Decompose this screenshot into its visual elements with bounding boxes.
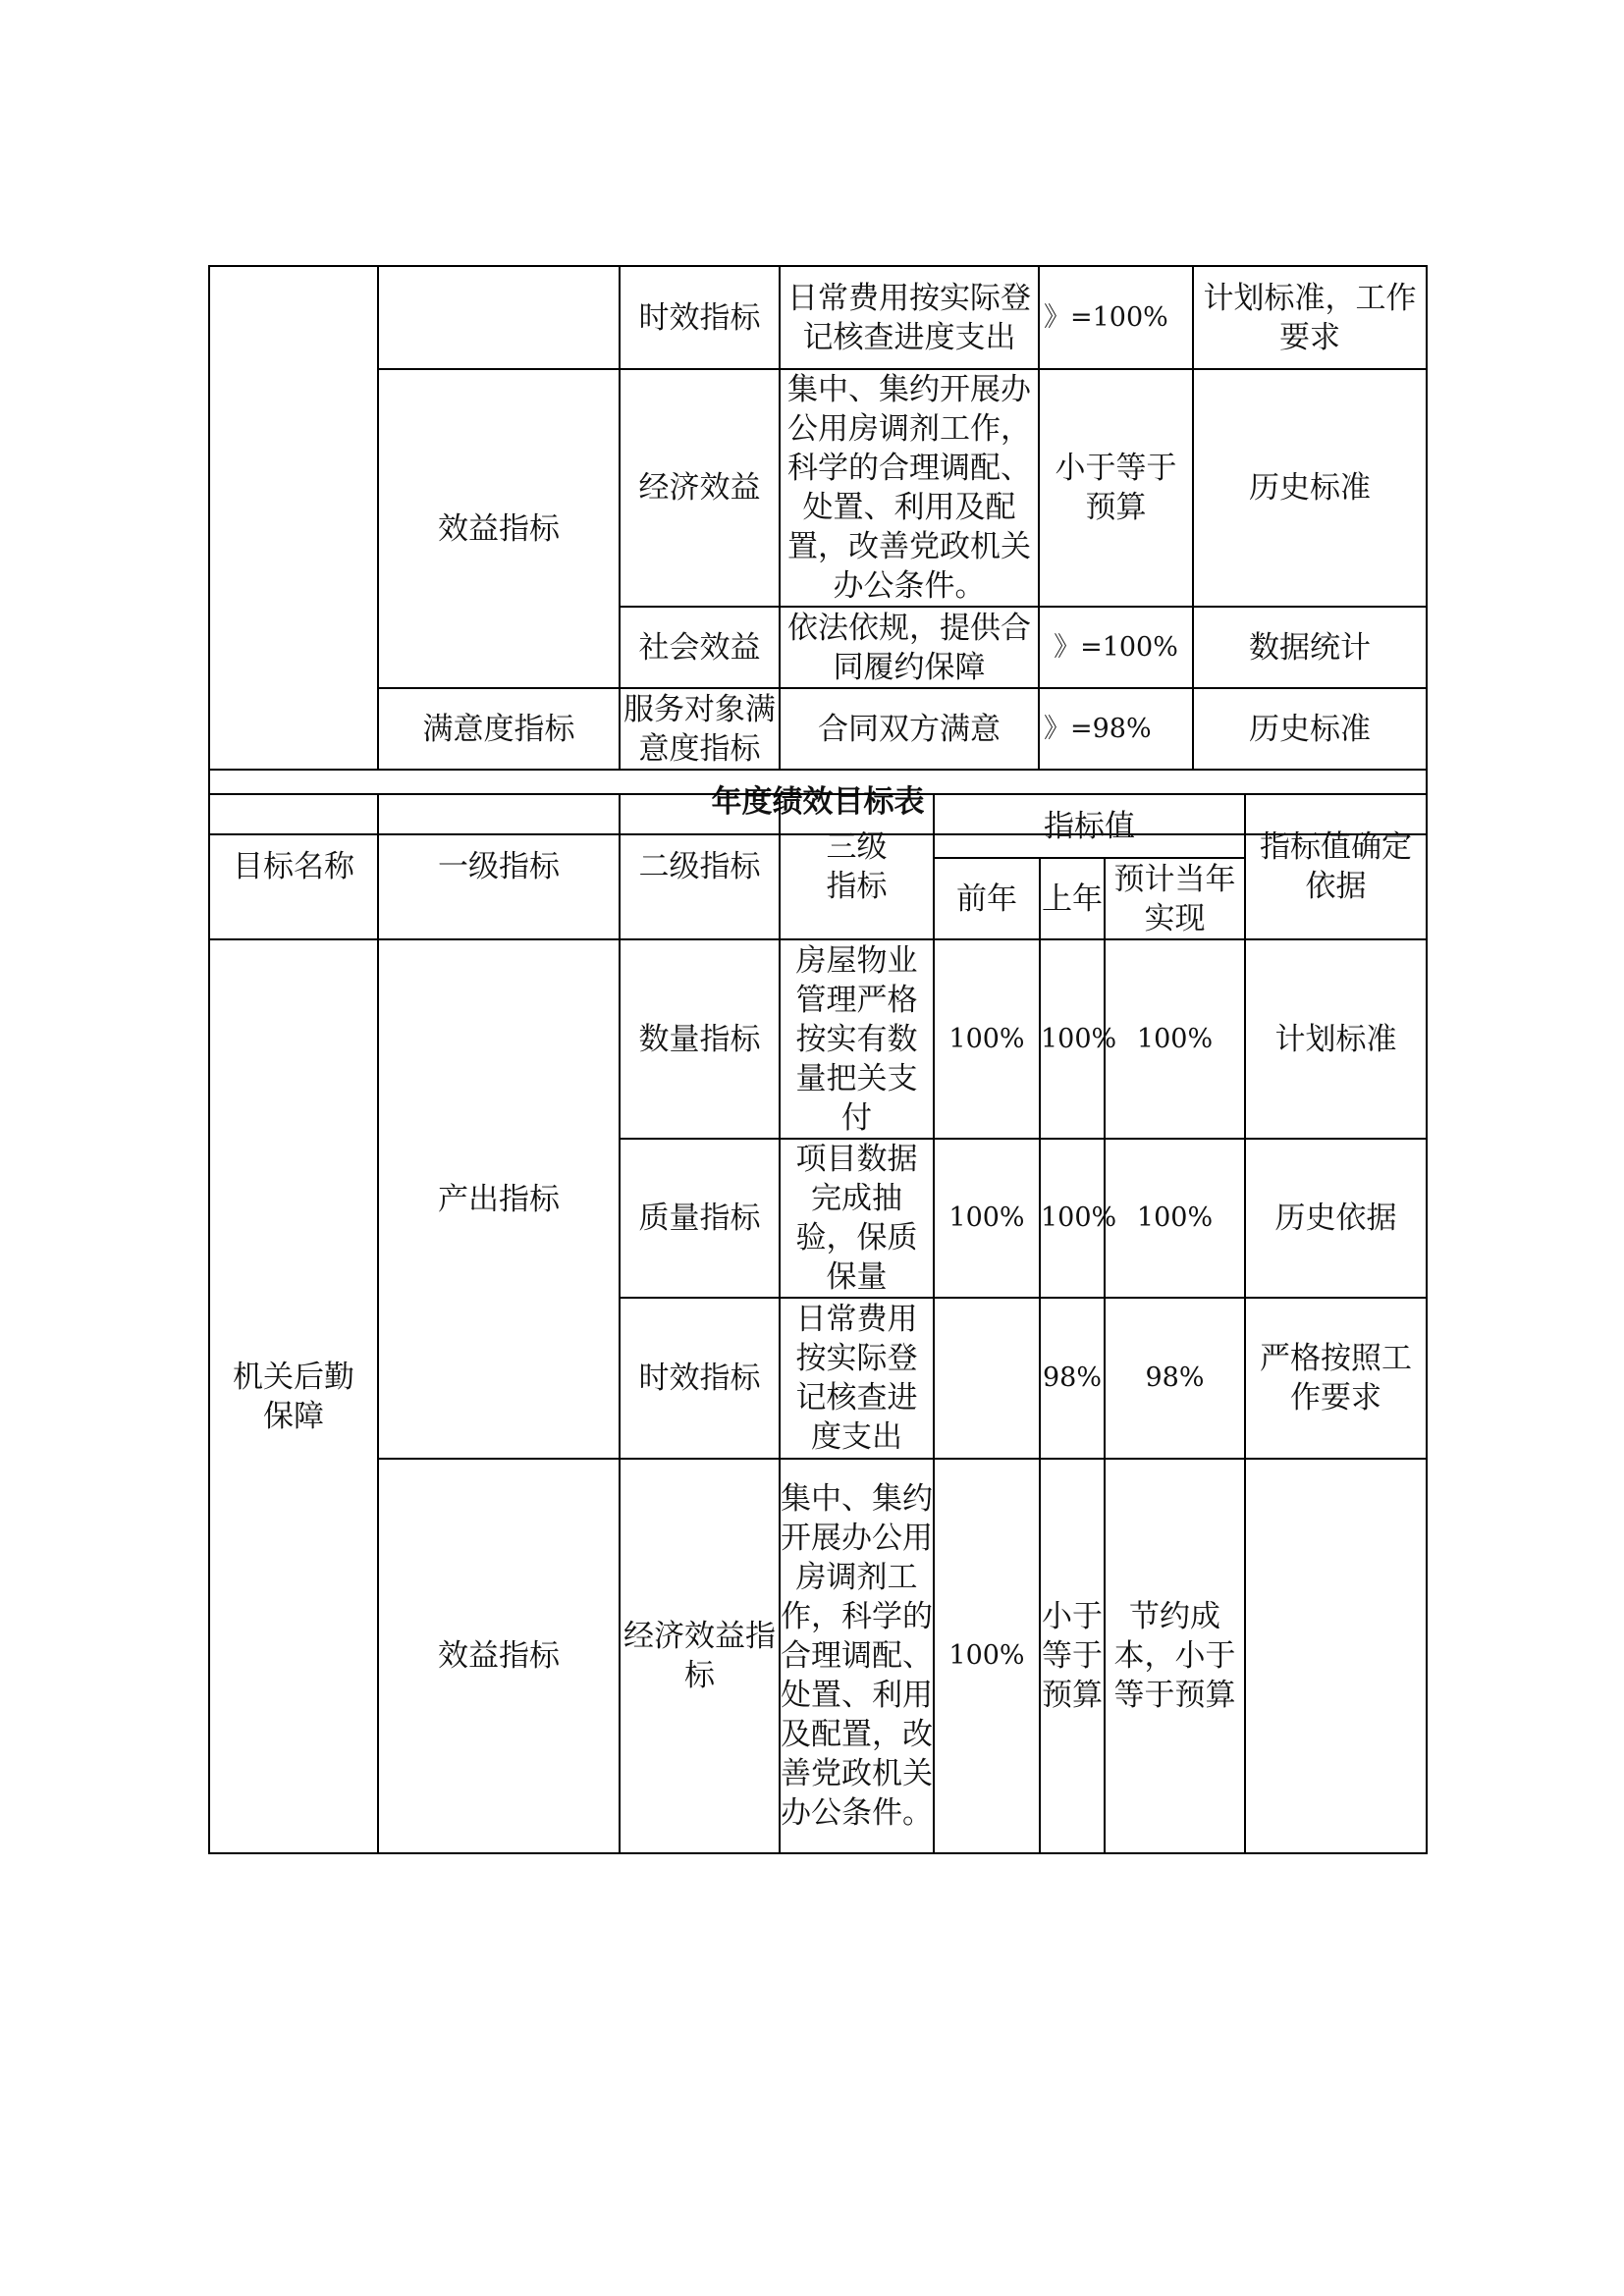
- last-year-cell: 100%: [1040, 939, 1105, 1139]
- level3-cell: 依法依规，提供合同履约保障: [780, 607, 1039, 688]
- level3-cell: 日常费用按实际登记核查进度支出: [780, 1298, 934, 1459]
- header-indicator-value: 指标值: [934, 794, 1245, 858]
- level1-cell: [378, 266, 620, 369]
- basis-cell: 严格按照工作要求: [1245, 1298, 1427, 1459]
- level3-cell: 合同双方满意: [780, 688, 1039, 770]
- target-name-cell: [209, 266, 378, 770]
- expected-cell: 节约成本，小于等于预算: [1105, 1459, 1245, 1853]
- level2-cell: 质量指标: [620, 1139, 780, 1298]
- target-name-cell: 机关后勤保障: [209, 939, 378, 1853]
- last-year-cell: 98%: [1040, 1298, 1105, 1459]
- level2-cell: 时效指标: [620, 1298, 780, 1459]
- table-row: [209, 266, 1427, 369]
- annual-target-table: [208, 793, 1428, 1854]
- value-cell: 》=100%: [1039, 266, 1193, 369]
- level2-cell: 时效指标: [620, 266, 780, 369]
- level2-cell: 社会效益: [620, 607, 780, 688]
- level1-cell: 产出指标: [378, 939, 620, 1459]
- header-basis: 指标值确定依据: [1245, 794, 1427, 939]
- header-target-name: 目标名称: [209, 794, 378, 939]
- level2-cell: 经济效益指标: [620, 1459, 780, 1853]
- level2-cell: 经济效益: [620, 369, 780, 607]
- table-row: [209, 688, 1427, 770]
- header-row: [209, 794, 1427, 858]
- expected-cell: 98%: [1105, 1298, 1245, 1459]
- level3-cell: 集中、集约开展办公用房调剂工作，科学的合理调配、处置、利用及配置，改善党政机关办公条件。: [780, 369, 1039, 607]
- table-row: [209, 1459, 1427, 1853]
- basis-cell: 数据统计: [1193, 607, 1427, 688]
- level3-cell: 项目数据完成抽验，保质保量: [780, 1139, 934, 1298]
- basis-cell: 计划标准: [1245, 939, 1427, 1139]
- header-level1: 一级指标: [378, 794, 620, 939]
- level2-cell: 数量指标: [620, 939, 780, 1139]
- level3-cell: 集中、集约开展办公用房调剂工作，科学的合理调配、处置、利用及配置，改善党政机关办公条件。: [780, 1459, 934, 1853]
- table-row: [209, 939, 1427, 1139]
- last-year-cell: 100%: [1040, 1139, 1105, 1298]
- last-year-cell: 小于等于预算: [1040, 1459, 1105, 1853]
- prev-year-cell: [934, 1298, 1040, 1459]
- basis-cell: 计划标准，工作要求: [1193, 266, 1427, 369]
- header-expected: 预计当年实现: [1105, 858, 1245, 939]
- header-last-year: 上年: [1040, 858, 1105, 939]
- level3-cell: 日常费用按实际登记核查进度支出: [780, 266, 1039, 369]
- expected-cell: 100%: [1105, 939, 1245, 1139]
- header-level2: 二级指标: [620, 794, 780, 939]
- header-prev-year: 前年: [934, 858, 1040, 939]
- value-cell: 》=100%: [1039, 607, 1193, 688]
- table-row: [209, 369, 1427, 607]
- level1-cell: 效益指标: [378, 369, 620, 688]
- prev-year-cell: 100%: [934, 939, 1040, 1139]
- level1-cell: 满意度指标: [378, 688, 620, 770]
- basis-cell: 历史标准: [1193, 688, 1427, 770]
- expected-cell: 100%: [1105, 1139, 1245, 1298]
- upper-indicator-table: [208, 265, 1428, 835]
- annual-table-title: 年度绩效目标表: [209, 770, 1427, 834]
- prev-year-cell: 100%: [934, 1459, 1040, 1853]
- value-cell: 小于等于预算: [1039, 369, 1193, 607]
- basis-cell: 历史标准: [1193, 369, 1427, 607]
- prev-year-cell: 100%: [934, 1139, 1040, 1298]
- header-level3: 三级指标: [780, 794, 934, 939]
- level1-cell: 效益指标: [378, 1459, 620, 1853]
- basis-cell: 历史依据: [1245, 1139, 1427, 1298]
- level2-cell: 服务对象满意度指标: [620, 688, 780, 770]
- basis-cell: [1245, 1459, 1427, 1853]
- value-cell: 》=98%: [1039, 688, 1193, 770]
- level3-cell: 房屋物业管理严格按实有数量把关支付: [780, 939, 934, 1139]
